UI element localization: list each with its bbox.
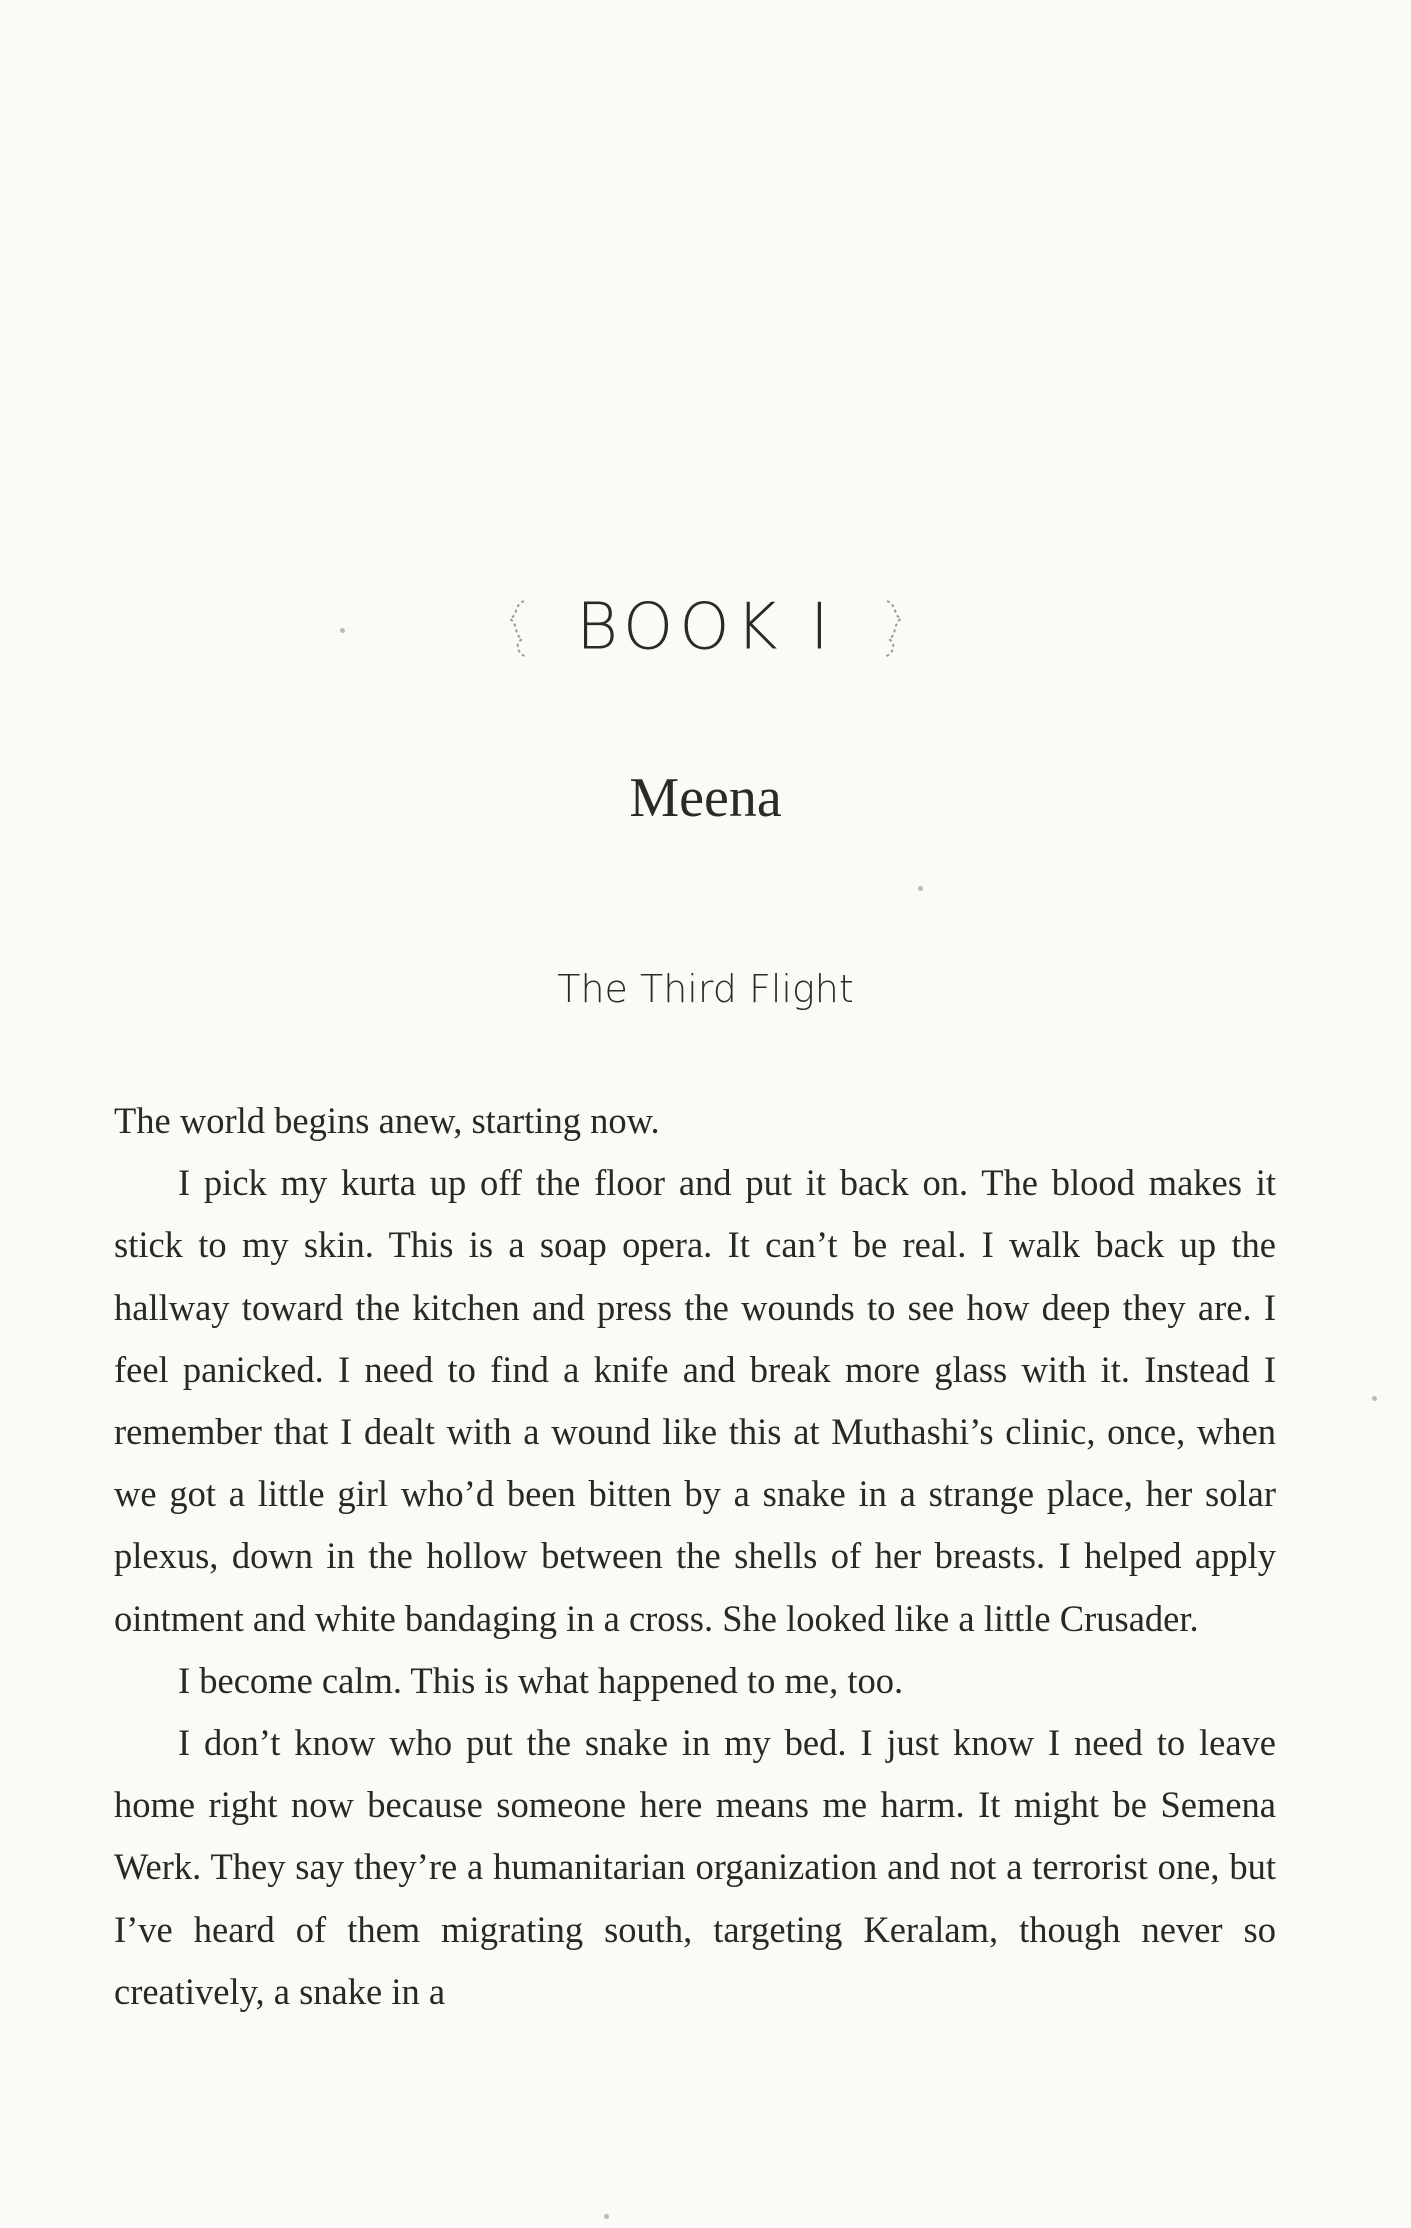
chapter-name: Meena [629,767,782,829]
paragraph-4: I don’t know who put the snake in my bed. I just know I need to leave home right now because someone here means me harm. It might be Semena Werk. They say they’re a humanitarian organization and not a terrorist one, but I’ve heard of them migrating south, targeting Keralam, though never so creatively, a snake in a [114,1722,1276,2012]
left-ornament-icon [496,595,536,661]
paragraph-3: I become calm. This is what happened to me, too. [178,1659,904,1701]
book-heading [0,590,1411,665]
body-text [114,1090,1276,2023]
dust-speck [604,2214,609,2219]
dust-speck [1372,1396,1377,1401]
dust-speck [340,628,345,633]
dust-speck [918,886,923,891]
book-label: BOOK I [576,590,835,665]
right-ornament-icon [875,595,915,661]
paragraph-1: The world begins anew, starting now. [114,1100,660,1141]
paragraph-2: I pick my kurta up off the floor and put it back on. The blood makes it stick to my skin. This is a soap opera. It can’t be real. I walk back up the hallway toward the kitchen and press the wounds to see how deep they are. I feel panicked. I need to find a knife and break more glass with it. Instead I remember that I dealt with a wound like this at Muthashi’s clinic, once, when we got a little girl who’d been bitten by a snake in a strange place, her solar plexus, down in the hollow between the shells of her breasts. I helped apply ointment and white bandaging in a cross. She looked like a little Crusader. [114,1162,1276,1639]
section-title: The Third Flight [557,967,854,1011]
